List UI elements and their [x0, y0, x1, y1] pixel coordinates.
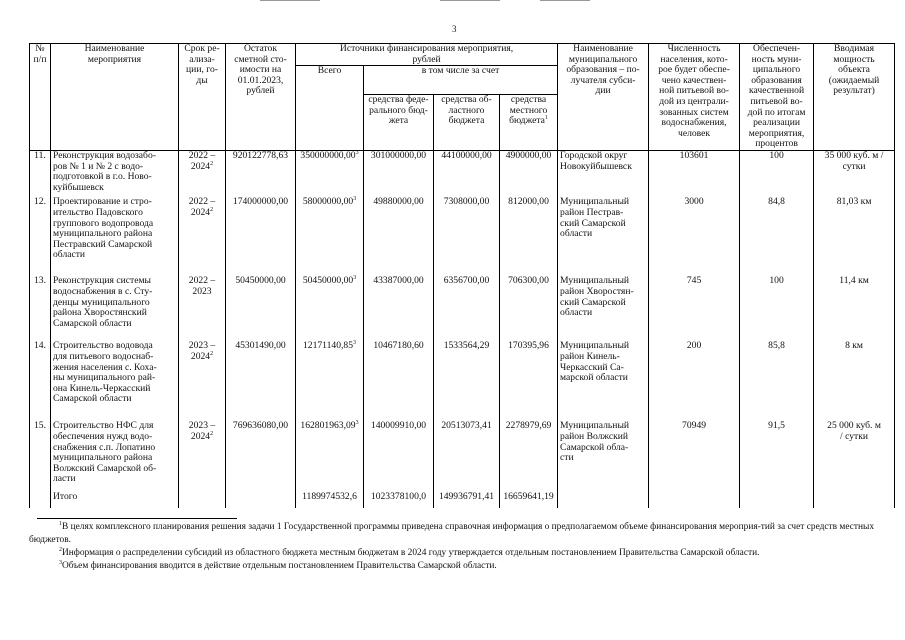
- row-population: 103601: [649, 150, 740, 197]
- row-provision: 84,8: [740, 197, 814, 276]
- row-remaining-cost: 50450000,00: [226, 276, 296, 341]
- row-local: 706300,00: [500, 276, 558, 341]
- row-name: Реконструкция системы водоснабжения в с. Сту- денцы муниципального района Хворостянский Самарской области: [51, 276, 179, 341]
- footnote-rule: [37, 518, 237, 519]
- row-capacity: 25 000 куб. м / сутки: [814, 421, 895, 492]
- footnote: $^3$Объем финансирования вводится в действие отдельным постановлением Правительства Самарской области.: [59, 559, 497, 571]
- row-population: 3000: [649, 197, 740, 276]
- row-population: 200: [649, 341, 740, 421]
- header-regional: средства об- ластного бюджета: [434, 94, 500, 150]
- table-row: [30, 197, 895, 276]
- empty-cell: [814, 492, 895, 508]
- row-term: 2023 – 2024$^2$: [179, 421, 226, 492]
- empty-cell: [649, 492, 740, 508]
- row-remaining-cost: 920122778,63: [226, 150, 296, 197]
- row-provision: 85,8: [740, 341, 814, 421]
- row-municipality: Муниципальный район Пестрав- ский Самарской области: [558, 197, 649, 276]
- row-total: 350000000,00$^3$: [296, 150, 364, 197]
- row-municipality: Муниципальный район Волжский Самарской обла- сти: [558, 421, 649, 492]
- header-population: Численность населения, кото- рое будет обеспе- чено качествен- ной питьевой во- дой из централи- зованных систем водоснабжения, человек: [649, 44, 740, 151]
- row-regional: 7308000,00: [434, 197, 500, 276]
- row-municipality: Городской округ Новокуйбышевск: [558, 150, 649, 197]
- row-capacity: 11,4 км: [814, 276, 895, 341]
- row-term: 2022 – 2024$^2$: [179, 150, 226, 197]
- row-term: 2022 – 2023: [179, 276, 226, 341]
- header-name: Наименование мероприятия: [51, 44, 179, 151]
- totals-label: Итого: [51, 492, 179, 508]
- header-local: средства местного бюджета$^1$: [500, 94, 558, 150]
- row-remaining-cost: 45301490,00: [226, 341, 296, 421]
- table-row: [30, 150, 895, 197]
- row-remaining-cost: 769636080,00: [226, 421, 296, 492]
- row-total: 12171140,85$^3$: [296, 341, 364, 421]
- row-number: 11.: [30, 150, 51, 197]
- table-row: [30, 276, 895, 341]
- totals-regional: 149936791,41: [434, 492, 500, 508]
- row-name: Строительство водовода для питьевого водоснаб- жения населения с. Коха- ны муниципального рай- она Кинель-Черкасский Самарской области: [51, 341, 179, 421]
- row-term: 2022 – 2024$^2$: [179, 197, 226, 276]
- row-local: 170395,96: [500, 341, 558, 421]
- row-regional: 20513073,41: [434, 421, 500, 492]
- row-federal: 140009910,00: [364, 421, 434, 492]
- footnotes: [29, 518, 894, 573]
- row-capacity: 81,03 км: [814, 197, 895, 276]
- table-row: [30, 421, 895, 492]
- row-regional: 1533564,29: [434, 341, 500, 421]
- row-total: 58000000,00$^3$: [296, 197, 364, 276]
- row-number: 14.: [30, 341, 51, 421]
- row-name: Строительство НФС для обеспечения нужд водо- снабжения с.п. Лопатино муниципального района Волжский Самарской об- ласти: [51, 421, 179, 492]
- row-number: 12.: [30, 197, 51, 276]
- row-provision: 91,5: [740, 421, 814, 492]
- page-number: 3: [452, 24, 457, 34]
- table-row: [30, 341, 895, 421]
- row-municipality: Муниципальный район Хворостян- ский Самарской области: [558, 276, 649, 341]
- empty-cell: [740, 492, 814, 508]
- row-federal: 10467180,60: [364, 341, 434, 421]
- row-number: 15.: [30, 421, 51, 492]
- row-regional: 44100000,00: [434, 150, 500, 197]
- totals-row: [30, 492, 895, 508]
- header-remaining-cost: Остаток сметной сто- имости на 01.01.2023, рублей: [226, 44, 296, 151]
- row-name: Проектирование и стро- ительство Падовского группового водопровода муниципального района Пестравский Самарской области: [51, 197, 179, 276]
- row-remaining-cost: 174000000,00: [226, 197, 296, 276]
- empty-cell: [179, 492, 226, 508]
- header-capacity: Вводимая мощность объекта (ожидаемый результат): [814, 44, 895, 151]
- row-capacity: 8 км: [814, 341, 895, 421]
- header-including: в том числе за счет: [364, 66, 558, 95]
- totals-local: 16659641,19: [500, 492, 558, 508]
- header-sources: Источники финансирования мероприятия, рублей: [296, 44, 558, 66]
- header-provision: Обеспечен- ность муни- ципального образования качественной питьевой во- дой по итогам реализации мероприятия, процентов: [740, 44, 814, 151]
- header-term: Срок ре- ализа- ции, го- ды: [179, 44, 226, 151]
- row-federal: 43387000,00: [364, 276, 434, 341]
- totals-federal: 1023378100,0: [364, 492, 434, 508]
- totals-total: 1189974532,6: [296, 492, 364, 508]
- row-population: 745: [649, 276, 740, 341]
- row-federal: 301000000,00: [364, 150, 434, 197]
- financing-table: [29, 43, 895, 508]
- header-number: № п/п: [30, 44, 51, 151]
- row-federal: 49880000,00: [364, 197, 434, 276]
- row-local: 2278979,69: [500, 421, 558, 492]
- row-regional: 6356700,00: [434, 276, 500, 341]
- row-provision: 100: [740, 150, 814, 197]
- row-name: Реконструкция водозабо- ров № 1 и № 2 с водо- подготовкой в г.о. Ново- куйбышевск: [51, 150, 179, 197]
- footnote: $^2$Информация о распределении субсидий из областного бюджета местным бюджетам в 2024 году утверждается отдельным постановлением Правительства Самарской области.: [59, 546, 760, 558]
- row-population: 70949: [649, 421, 740, 492]
- row-provision: 100: [740, 276, 814, 341]
- row-total: 50450000,00$^3$: [296, 276, 364, 341]
- row-municipality: Муниципальный район Кинель- Черкасский Са- марской области: [558, 341, 649, 421]
- header-federal: средства феде- рального бюд- жета: [364, 94, 434, 150]
- row-term: 2023 – 2024$^2$: [179, 341, 226, 421]
- header-total: Всего: [296, 66, 364, 151]
- empty-cell: [226, 492, 296, 508]
- empty-cell: [558, 492, 649, 508]
- row-total: 162801963,09$^3$: [296, 421, 364, 492]
- header-municipality: Наименование муниципального образования – по- лучателя субси- дии: [558, 44, 649, 151]
- footnote: $^1$В целях комплексного планирования решения задачи 1 Государственной программы приведена справочная информация о предполагаемом объеме финансирования мероприя-тий за счет средств местных бюджетов.: [29, 520, 875, 545]
- row-local: 4900000,00: [500, 150, 558, 197]
- row-local: 812000,00: [500, 197, 558, 276]
- row-number: 13.: [30, 276, 51, 341]
- row-capacity: 35 000 куб. м / сутки: [814, 150, 895, 197]
- empty-cell: [30, 492, 51, 508]
